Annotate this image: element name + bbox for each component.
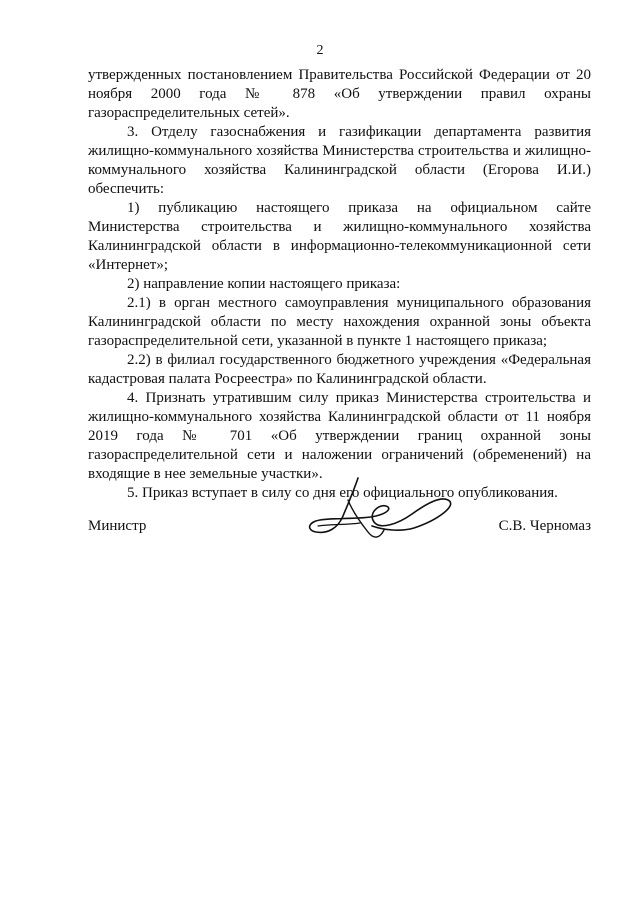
paragraph-item-3-2-1: 2.1) в орган местного самоуправления муниципального образования Калининградской области по месту нахождения охранной зоны объекта газораспределительной сети, указанной в пункте 1 настоящего приказа; bbox=[88, 295, 591, 349]
paragraph-item-3-1: 1) публикацию настоящего приказа на официальном сайте Министерства строительства и жилищно-коммунального хозяйства Калининградской области в информационно-телекоммуникационной сети «Интернет»; bbox=[88, 200, 591, 273]
paragraph-item-4: 4. Признать утратившим силу приказ Министерства строительства и жилищно-коммунального хозяйства Калининградской области от 11 ноября 2019 года № 701 «Об утверждении границ охранной зоны газораспределительной сети и наложении ограничений (обременений) на входящие в нее земельные участки». bbox=[88, 390, 591, 482]
paragraph-item-3-2-2: 2.2) в филиал государственного бюджетного учреждения «Федеральная кадастровая палата Росреестра» по Калининградской области. bbox=[88, 352, 591, 387]
paragraph-item-5: 5. Приказ вступает в силу со дня его официального опубликования. bbox=[127, 485, 558, 501]
document-body bbox=[88, 66, 591, 503]
paragraph-item-3: 3. Отделу газоснабжения и газификации департамента развития жилищно-коммунального хозяйства Министерства строительства и жилищно-коммунального хозяйства Калининградской области (Егорова И.И.) обеспечить: bbox=[88, 124, 591, 197]
signature-block bbox=[88, 470, 591, 560]
handwritten-signature bbox=[288, 470, 478, 560]
signer-title: Министр bbox=[88, 518, 147, 534]
signer-name: С.В. Черномаз bbox=[498, 518, 591, 534]
paragraph-item-3-2: 2) направление копии настоящего приказа: bbox=[127, 276, 401, 292]
page-number: 2 bbox=[316, 43, 324, 58]
paragraph-continuation: утвержденных постановлением Правительства Российской Федерации от 20 ноября 2000 года № 878 «Об утверждении правил охраны газораспределительных сетей». bbox=[88, 67, 591, 121]
